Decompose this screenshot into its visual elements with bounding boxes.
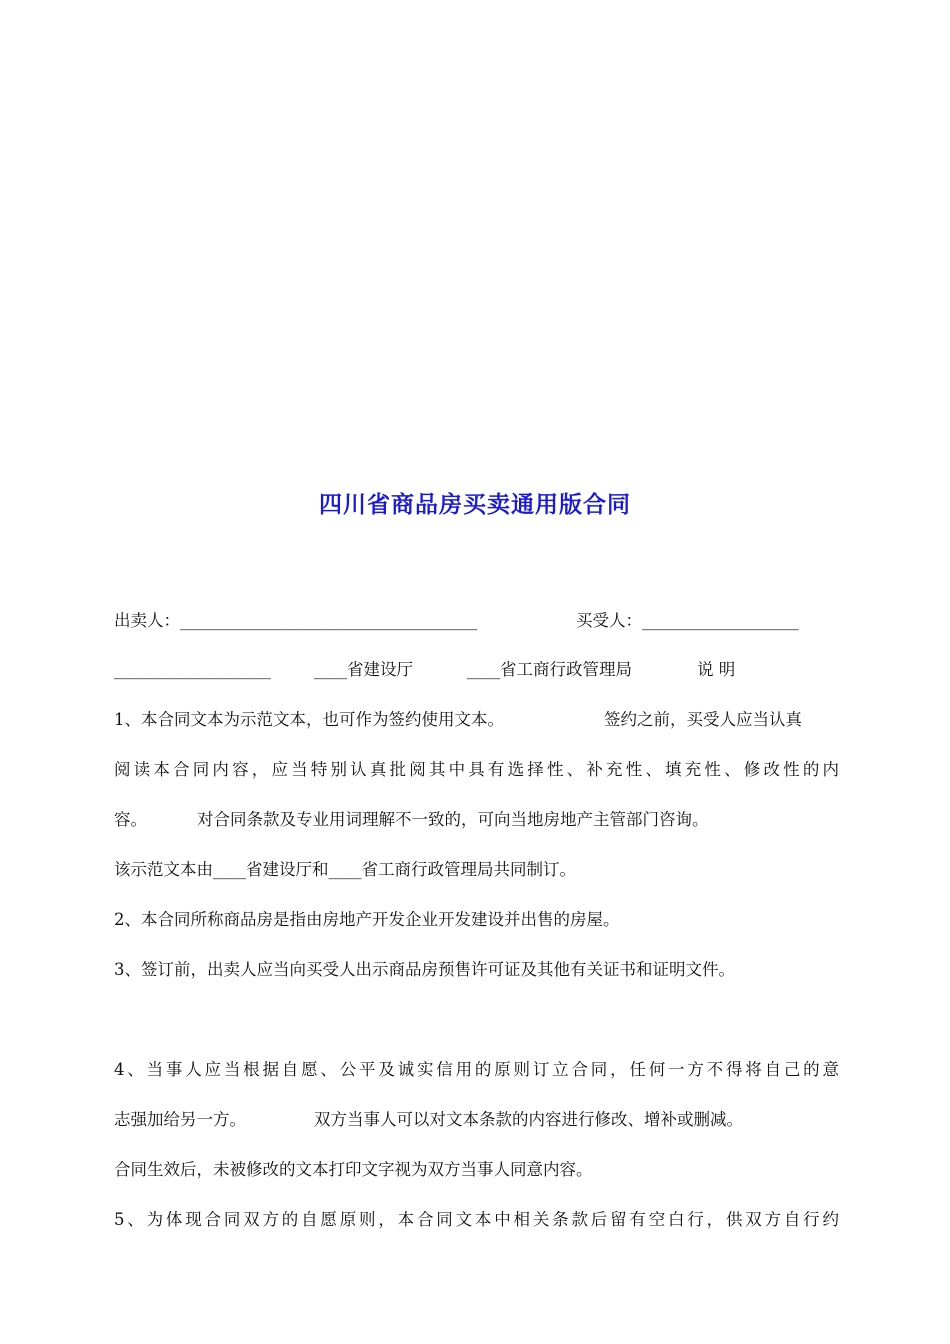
construction-bureau: ____省建设厅 <box>314 660 413 679</box>
body-line: 3、签订前，出卖人应当向买受人出示商品房预售许可证及其他有关证书和证明文件。 <box>114 960 735 979</box>
seller-field: 出卖人：____________________________________ <box>114 611 477 630</box>
body-line: 阅读本合同内容，应当特别认真批阅其中具有选择性、补充性、填充性、修改性的内 <box>114 760 839 779</box>
document-title: 四川省商品房买卖通用版合同 <box>319 492 631 518</box>
section-heading: 说 明 <box>697 660 736 679</box>
buyer-field: 买受人：___________________ <box>576 611 799 630</box>
line-text: 签约之前，买受人应当认真 <box>604 710 802 729</box>
line-text: 容。 <box>114 810 147 829</box>
body-line: 该示范文本由____省建设厅和____省工商行政管理局共同制订。 <box>114 860 576 879</box>
line-text: 志强加给另一方。 <box>114 1110 246 1129</box>
body-line: 2、本合同所称商品房是指由房地产开发企业开发建设并出售的房屋。 <box>114 910 620 929</box>
blank-field: ___________________ <box>114 660 271 679</box>
line-text: 对合同条款及专业用词理解不一致的，可向当地房地产主管部门咨询。 <box>197 810 709 829</box>
line-text: 1、本合同文本为示范文本，也可作为签约使用文本。 <box>114 710 504 729</box>
body-line: 5、为体现合同双方的自愿原则，本合同文本中相关条款后留有空白行，供双方自行约 <box>114 1210 839 1229</box>
line-text: 双方当事人可以对文本条款的内容进行修改、增补或删减。 <box>314 1110 743 1129</box>
body-line: 合同生效后，未被修改的文本打印文字视为双方当事人同意内容。 <box>114 1160 593 1179</box>
body-line: 4、当事人应当根据自愿、公平及诚实信用的原则订立合同，任何一方不得将自己的意 <box>114 1060 839 1079</box>
commerce-bureau: ____省工商行政管理局 <box>467 660 632 679</box>
